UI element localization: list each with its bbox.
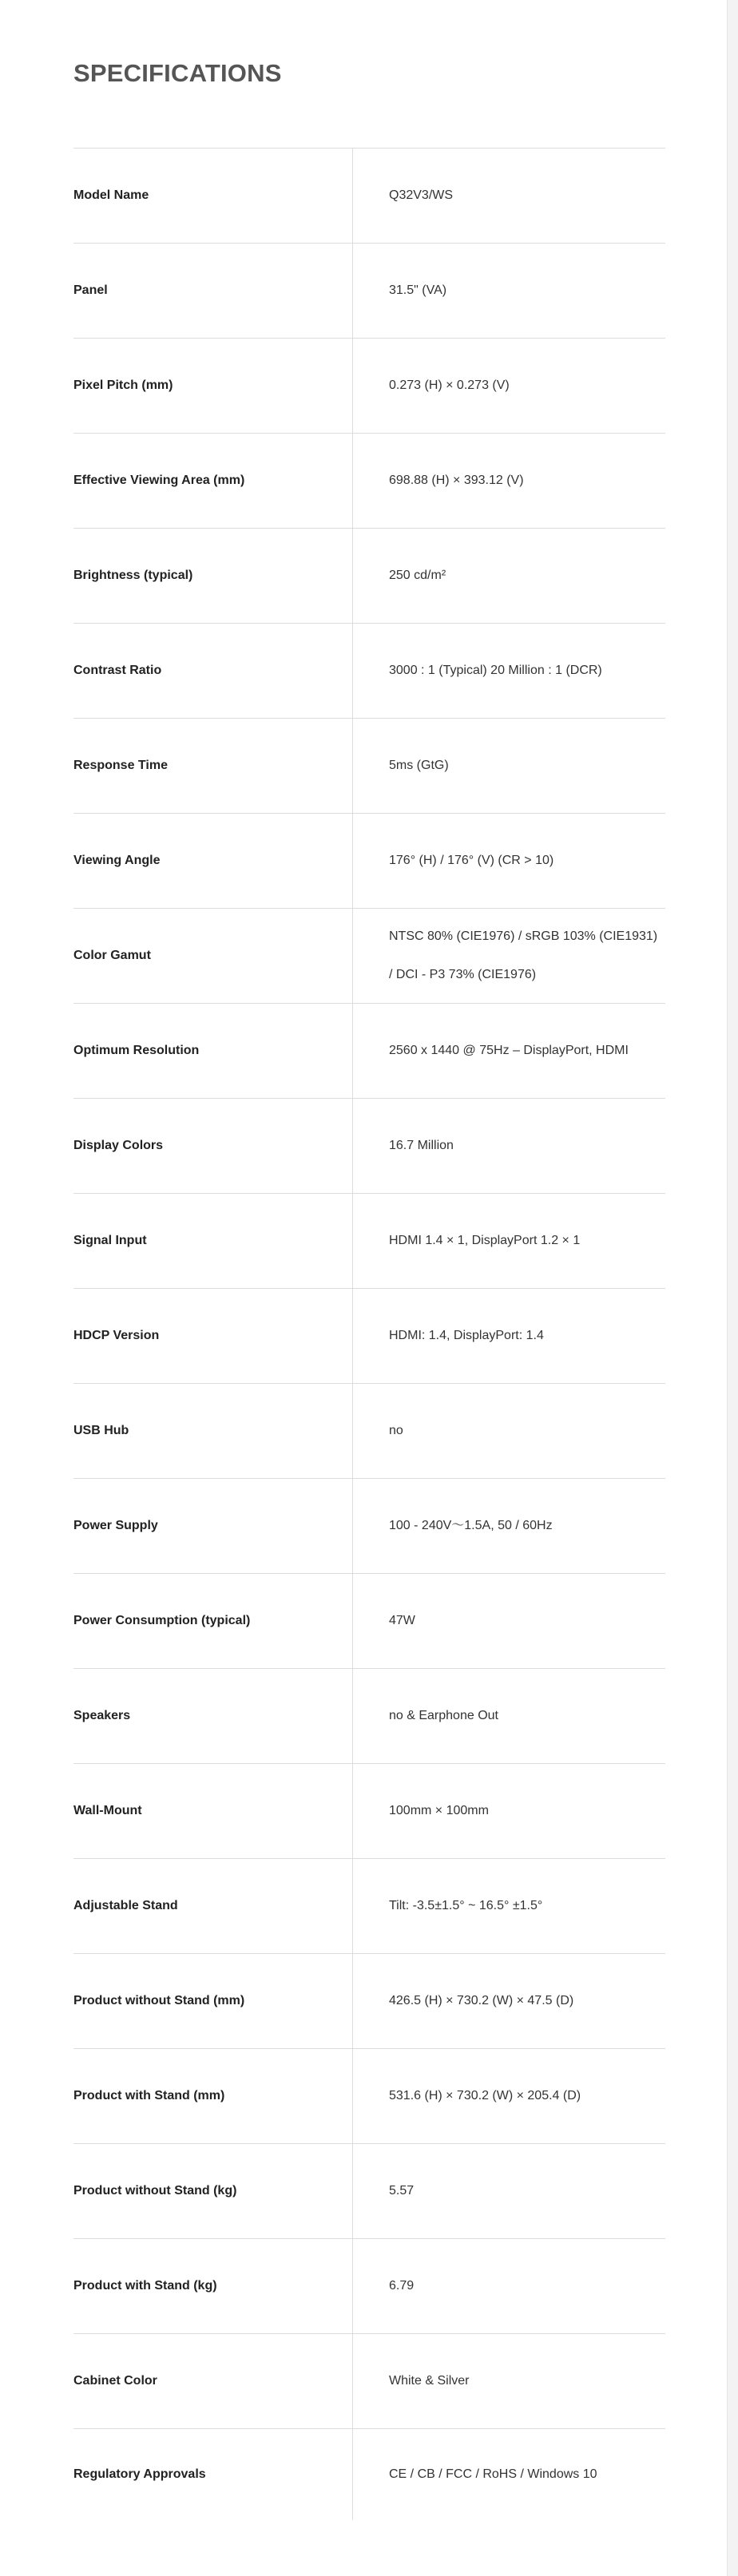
spec-row [73, 1004, 665, 1099]
spec-row [73, 529, 665, 624]
spec-value: 176° (H) / 176° (V) (CR > 10) [389, 854, 554, 867]
spec-row [73, 1194, 665, 1289]
spec-label: Pixel Pitch (mm) [73, 339, 353, 433]
spec-row [73, 909, 665, 1004]
spec-label: Cabinet Color [73, 2334, 353, 2428]
spec-value: 531.6 (H) × 730.2 (W) × 205.4 (D) [389, 2089, 581, 2102]
spec-label: Wall-Mount [73, 1764, 353, 1858]
spec-label: Response Time [73, 719, 353, 813]
spec-label: Brightness (typical) [73, 529, 353, 623]
spec-row [73, 1764, 665, 1859]
spec-value: 6.79 [389, 2279, 415, 2293]
spec-value: 47W [389, 1614, 415, 1627]
spec-row [73, 1289, 665, 1384]
spec-value: 0.273 (H) × 0.273 (V) [389, 378, 510, 392]
spec-label: Model Name [73, 149, 353, 243]
spec-label: Signal Input [73, 1194, 353, 1288]
spec-label: HDCP Version [73, 1289, 353, 1383]
spec-row [73, 1099, 665, 1194]
spec-value: 100mm × 100mm [389, 1804, 489, 1817]
spec-value: 5.57 [389, 2184, 415, 2198]
spec-row [73, 434, 665, 529]
spec-value: CE / CB / FCC / RoHS / Windows 10 [389, 2467, 597, 2481]
spec-value: 5ms (GtG) [389, 759, 449, 772]
spec-row [73, 2429, 665, 2520]
spec-value: 698.88 (H) × 393.12 (V) [389, 474, 524, 487]
spec-value: Q32V3/WS [389, 188, 454, 202]
spec-row [73, 2334, 665, 2429]
spec-value: NTSC 80% (CIE1976) / sRGB 103% (CIE1931) / DCI - P3 73% (CIE1976) [389, 929, 658, 981]
spec-value: White & Silver [389, 2374, 470, 2388]
spec-value: 16.7 Million [389, 1139, 454, 1152]
spec-value: 250 cd/m² [389, 569, 446, 582]
spec-label: Product with Stand (mm) [73, 2049, 353, 2143]
spec-value: 3000 : 1 (Typical) 20 Million : 1 (DCR) [389, 664, 602, 677]
spec-value: HDMI 1.4 × 1, DisplayPort 1.2 × 1 [389, 1234, 581, 1247]
spec-label: Optimum Resolution [73, 1004, 353, 1098]
spec-row [73, 339, 665, 434]
spec-label: Color Gamut [73, 909, 353, 1003]
spec-label: Product without Stand (mm) [73, 1954, 353, 2048]
spec-value: no [389, 1424, 403, 1437]
spec-label: Speakers [73, 1669, 353, 1763]
spec-row [73, 1384, 665, 1479]
spec-row [73, 244, 665, 339]
spec-label: Product with Stand (kg) [73, 2239, 353, 2333]
spec-label: Product without Stand (kg) [73, 2144, 353, 2238]
spec-row [73, 624, 665, 719]
spec-label: Power Consumption (typical) [73, 1574, 353, 1668]
spec-label: Regulatory Approvals [73, 2429, 353, 2520]
spec-label: Viewing Angle [73, 814, 353, 908]
spec-row [73, 1669, 665, 1764]
spec-row [73, 1479, 665, 1574]
spec-value: 100 - 240V〜1.5A, 50 / 60Hz [389, 1519, 553, 1532]
spec-label: Effective Viewing Area (mm) [73, 434, 353, 528]
vertical-scrollbar[interactable] [727, 0, 738, 2576]
spec-value: 2560 x 1440 @ 75Hz – DisplayPort, HDMI [389, 1044, 629, 1057]
spec-row [73, 814, 665, 909]
spec-value: no & Earphone Out [389, 1709, 498, 1722]
spec-value: 426.5 (H) × 730.2 (W) × 47.5 (D) [389, 1994, 574, 2007]
spec-label: Adjustable Stand [73, 1859, 353, 1953]
spec-value: Tilt: -3.5±1.5° ~ 16.5° ±1.5° [389, 1899, 543, 1912]
page-title: SPECIFICATIONS [73, 59, 282, 87]
spec-value: 31.5" (VA) [389, 283, 447, 297]
spec-row [73, 2144, 665, 2239]
spec-label: Display Colors [73, 1099, 353, 1193]
spec-label: USB Hub [73, 1384, 353, 1478]
spec-label: Power Supply [73, 1479, 353, 1573]
spec-row [73, 2239, 665, 2334]
spec-row [73, 719, 665, 814]
spec-row [73, 1574, 665, 1669]
spec-row [73, 1859, 665, 1954]
spec-label: Panel [73, 244, 353, 338]
spec-label: Contrast Ratio [73, 624, 353, 718]
spec-table [73, 148, 665, 2520]
spec-value: HDMI: 1.4, DisplayPort: 1.4 [389, 1329, 544, 1342]
spec-row [73, 149, 665, 244]
spec-row [73, 1954, 665, 2049]
spec-row [73, 2049, 665, 2144]
